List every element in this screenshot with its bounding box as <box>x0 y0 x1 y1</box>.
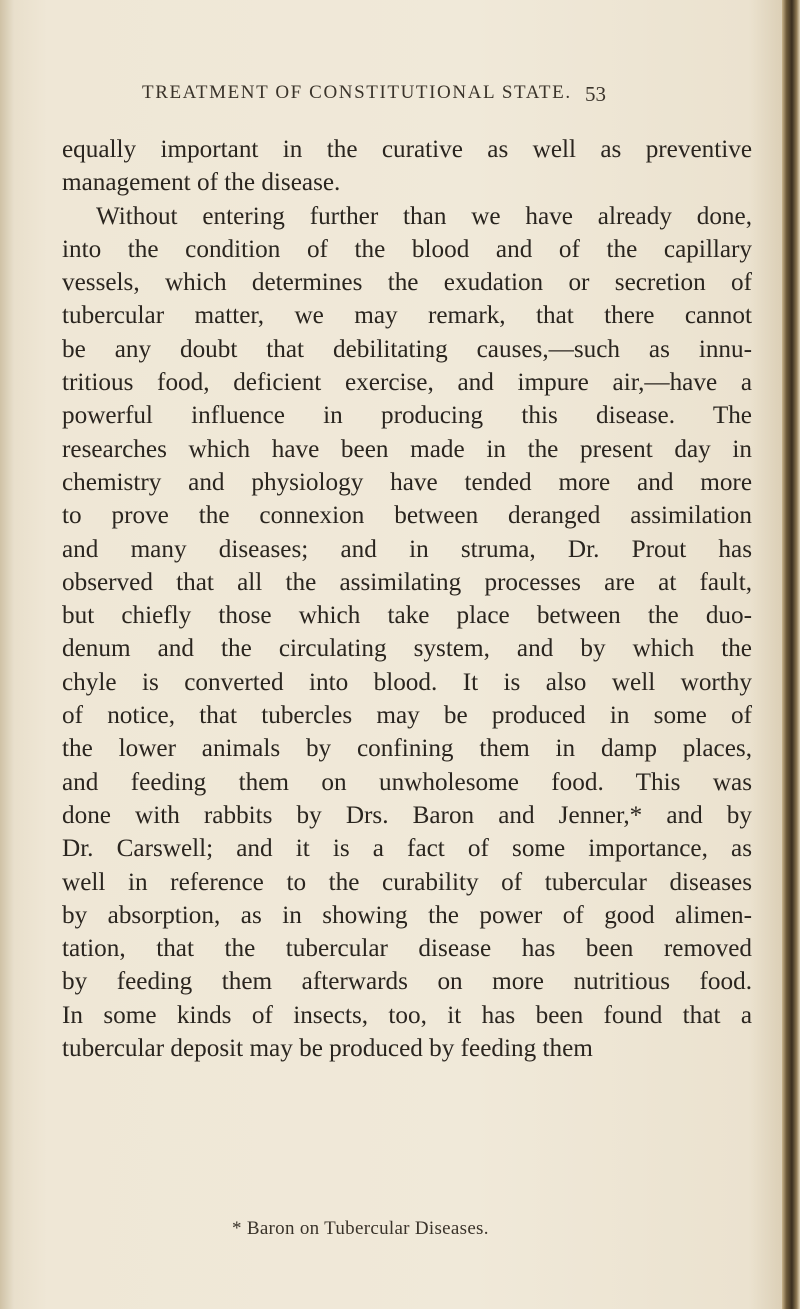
footnote: * Baron on Tubercular Diseases. <box>232 1218 489 1239</box>
text-line: by feeding them afterwards on more nutritious food. <box>62 968 752 996</box>
text-line: be any doubt that debilitating causes,—such as innu- <box>62 335 752 363</box>
text-line: tation, that the tubercular disease has been removed <box>62 935 752 963</box>
text-line: denum and the circulating system, and by which the <box>62 635 752 663</box>
text-line: tubercular matter, we may remark, that there cannot <box>62 302 752 330</box>
text-line: equally important in the curative as well as preventive <box>62 136 752 163</box>
page-fore-edge <box>782 0 800 1309</box>
text-line: and many diseases; and in struma, Dr. Prout has <box>62 535 752 563</box>
body-text <box>62 133 752 1065</box>
text-line: tritious food, deficient exercise, and impure air,—have a <box>62 369 752 397</box>
text-line: management of the disease. <box>62 169 341 197</box>
text-line: the lower animals by confining them in damp places, <box>62 735 752 763</box>
page-gutter <box>0 0 14 1309</box>
text-line: chyle is converted into blood. It is also well worthy <box>62 668 752 696</box>
running-head: TREATMENT OF CONSTITUTIONAL STATE. <box>142 82 572 103</box>
page-header <box>0 82 788 112</box>
text-line: chemistry and physiology have tended more and more <box>62 468 752 496</box>
text-line: tubercular deposit may be produced by feeding them <box>62 1035 593 1063</box>
text-line: researches which have been made in the present day in <box>62 435 752 463</box>
text-line: by absorption, as in showing the power of good alimen- <box>62 901 752 929</box>
text-line: In some kinds of insects, too, it has been found that a <box>62 1001 752 1029</box>
text-line: powerful influence in producing this disease. The <box>62 402 752 430</box>
text-line: Dr. Carswell; and it is a fact of some importance, as <box>62 835 752 863</box>
text-line: observed that all the assimilating processes are at fault, <box>62 568 752 596</box>
text-line: Without entering further than we have already done, <box>96 202 752 230</box>
text-line: vessels, which determines the exudation or secretion of <box>62 269 752 297</box>
text-line: but chiefly those which take place between the duo- <box>62 602 752 630</box>
text-line: done with rabbits by Drs. Baron and Jenner,* and by <box>62 801 752 829</box>
text-line: to prove the connexion between deranged assimilation <box>62 502 752 530</box>
text-line: of notice, that tubercles may be produced in some of <box>62 702 752 730</box>
page-number: 53 <box>585 82 606 106</box>
text-line: and feeding them on unwholesome food. This was <box>62 768 752 796</box>
text-line: into the condition of the blood and of the capillary <box>62 235 752 263</box>
text-line: well in reference to the curability of tubercular diseases <box>62 868 752 896</box>
